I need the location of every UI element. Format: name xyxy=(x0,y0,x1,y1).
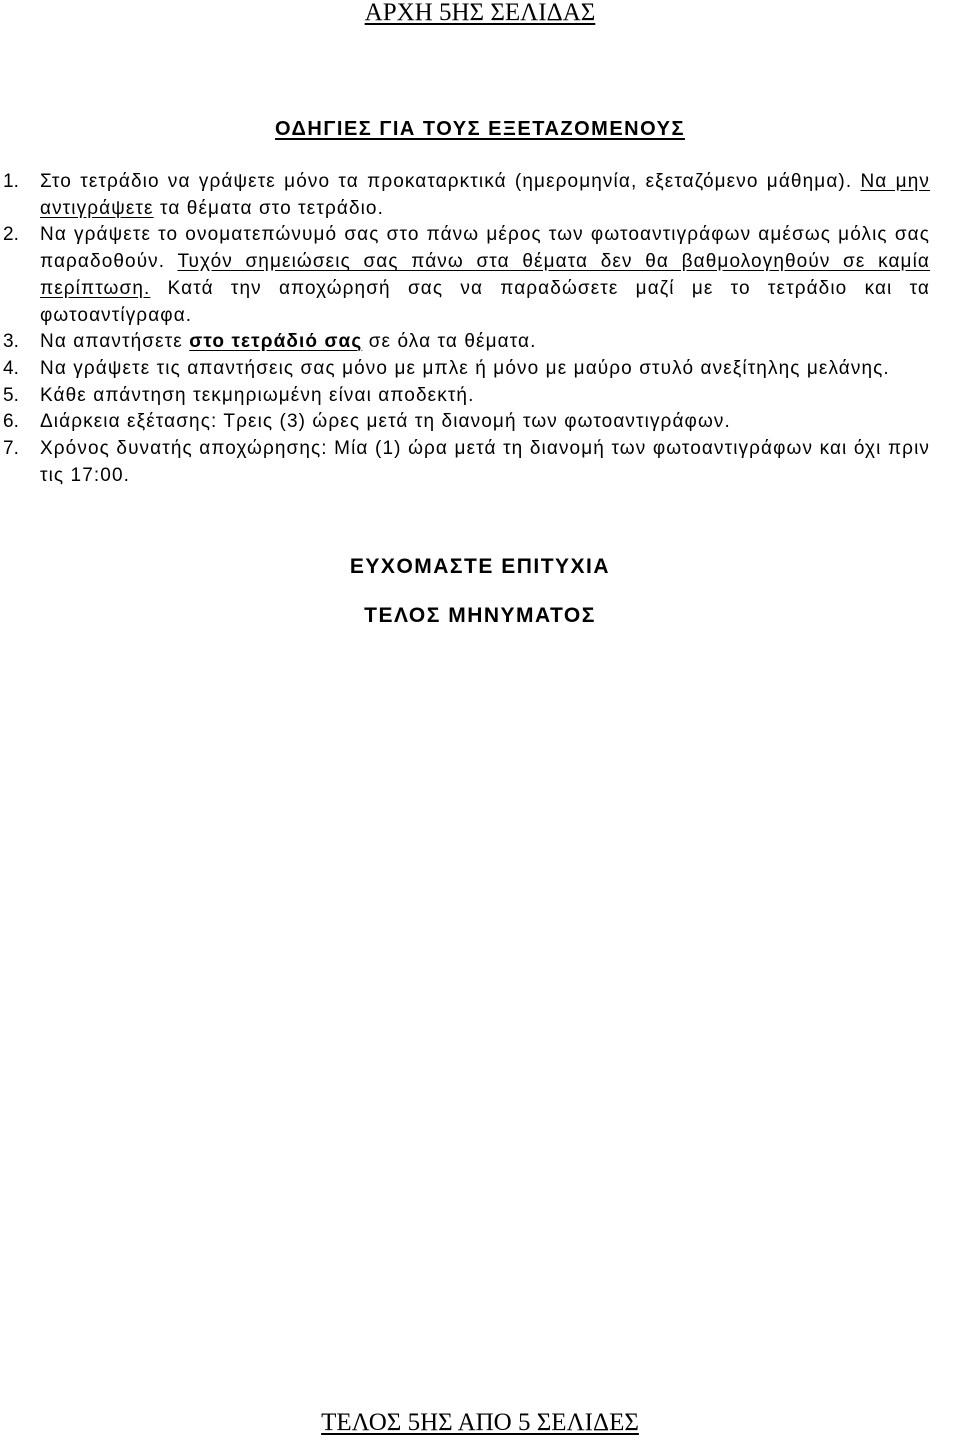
instruction-item-5 xyxy=(0,383,960,410)
instruction-number: 6. xyxy=(3,411,19,433)
instruction-number: 4. xyxy=(3,357,19,379)
instruction-text: Διάρκεια εξέτασης: Τρεις (3) ώρες μετά τη διανομή των φωτοαντιγράφων. xyxy=(40,411,731,433)
end-of-message: ΤΕΛΟΣ ΜΗΝΥΜΑΤΟΣ xyxy=(364,604,596,627)
good-luck-message: ΕΥΧΟΜΑΣΤΕ ΕΠΙΤΥΧΙΑ xyxy=(349,555,611,578)
instruction-text: σε όλα τα θέματα. xyxy=(362,331,537,353)
instruction-item-7 xyxy=(0,436,960,489)
instruction-text: Χρόνος δυνατής αποχώρησης: Μία (1) ώρα μετά τη διανομή των φωτοαντιγράφων και όχι πριν τις 17:00. xyxy=(40,438,930,486)
instruction-number: 3. xyxy=(3,331,19,353)
instruction-item-1 xyxy=(0,169,960,222)
instruction-item-4 xyxy=(0,356,960,383)
instruction-item-3 xyxy=(0,329,960,356)
instruction-number: 7. xyxy=(3,438,19,460)
instruction-item-6 xyxy=(0,409,960,436)
page-footer: ΤΕΛΟΣ 5ΗΣ ΑΠΟ 5 ΣΕΛΙΔΕΣ xyxy=(321,1409,639,1436)
instruction-text: Κάθε απάντηση τεκμηριωμένη είναι αποδεκτή. xyxy=(40,384,475,406)
instruction-number: 5. xyxy=(3,384,19,406)
instruction-text: Να γράψετε τις απαντήσεις σας μόνο με μπλε ή μόνο με μαύρο στυλό ανεξίτηλης μελάνης. xyxy=(40,357,890,379)
instruction-number: 2. xyxy=(3,224,19,246)
instruction-text: Να γράψετε το ονοματεπώνυμό σας στο πάνω μέρος των φωτοαντιγράφων αμέσως μόλις σας παραδοθούν. xyxy=(40,224,930,273)
instruction-emphasis: Να μην αντιγράψετε xyxy=(40,171,930,219)
instructions-list xyxy=(0,169,960,489)
instruction-item-2 xyxy=(0,222,960,329)
instruction-number: 1. xyxy=(3,171,19,192)
instruction-text: τα θέματα στο τετράδιο. xyxy=(153,197,384,219)
instruction-text: Στο τετράδιο να γράψετε μόνο τα προκαταρκτικά (ημερομηνία, εξεταζόμενο μάθημα). xyxy=(40,171,861,192)
instruction-emphasis: στο τετράδιό σας xyxy=(189,331,363,353)
page-header: ΑΡΧΗ 5ΗΣ ΣΕΛΙΔΑΣ xyxy=(364,0,596,26)
instruction-emphasis: Τυχόν σημειώσεις σας πάνω στα θέματα δεν θα βαθμολογηθούν σε καμία περίπτωση. xyxy=(40,251,930,299)
instruction-text: Να απαντήσετε xyxy=(40,331,190,353)
instructions-title: ΟΔΗΓΙΕΣ ΓΙΑ ΤΟΥΣ ΕΞΕΤΑΖΟΜΕΝΟΥΣ xyxy=(275,118,685,140)
instruction-text: Κατά την αποχώρησή σας να παραδώσετε μαζί με το τετράδιο και τα φωτοαντίγραφα. xyxy=(40,277,930,326)
